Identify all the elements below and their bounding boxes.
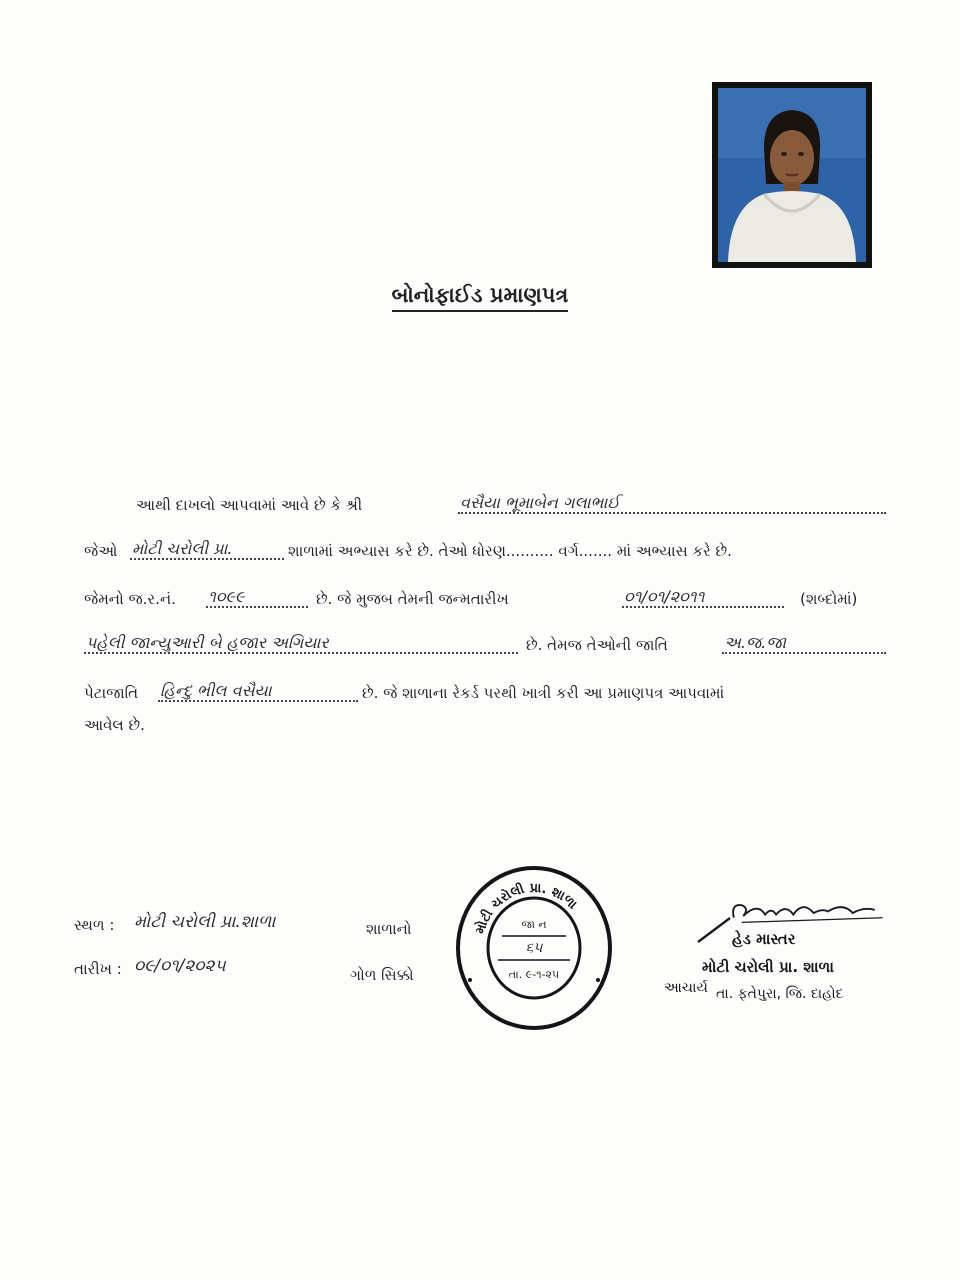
line-1-text: આથી દાખલો આપવામાં આવે છે કે શ્રી [136,496,363,514]
seal-inner-number: ૬૫ [525,940,543,956]
line-4-mid: છે. તેમજ તેઓની જાતિ [526,636,668,654]
seal-graphic [452,862,616,1034]
line-2-prefix: જેઓ [84,542,118,560]
line-3-prefix: જેમનો જ.ર.નં. [84,590,176,608]
signature-stroke [696,914,736,944]
student-name: વસૈયા ભૂમાબેન ગલાભાઈ [458,494,886,514]
student-photo [712,82,872,268]
caste: અ.જ.જા [722,634,886,654]
date-value: ૦૯/૦૧/૨૦૨૫ [134,956,226,976]
seal-ring-text: મોટી ચરોલી પ્રા. શાળા [472,880,580,936]
date-label: તારીખ : [74,960,122,978]
certificate-title: બોનોફાઈડ પ્રમાણપત્ર [0,283,960,308]
line-2-text: શાળામાં અભ્યાસ કરે છે. તેઓ ધોરણ.......... વર્ગ....... માં અભ્યાસ કરે છે. [288,542,732,560]
line-5-prefix: પેટાજાતિ [84,684,139,702]
seal-inner-date: તા. ૯-૧-૨૫ [508,968,560,981]
signature-address: તા. ફતેપુરા, જિ. દાહોદ [716,986,844,1002]
signature-school-name: મોટી ચરોલી પ્રા. શાળા [702,958,834,976]
place-suffix: શાળાનો [366,920,412,938]
seal-label: ગોળ સિક્કો [350,966,414,984]
school-round-seal [452,862,616,1034]
sub-caste: હિન્દુ ભીલ વસૈયા [158,682,358,702]
line-6-text: આવેલ છે. [84,716,145,734]
place-value: મોટી ચરોલી પ્રા.શાળા [134,912,276,932]
headmaster-title: હેડ માસ્તર [732,930,796,948]
line-3-suffix: (શબ્દોમાં) [800,590,858,608]
line-5-text: છે. જે શાળાના રેકર્ડ પરથી ખાત્રી કરી આ પ્રમાણપત્ર આપવામાં [362,684,725,702]
seal-inner-top: જા ન [521,918,547,931]
birth-date-words: પહેલી જાન્યુઆરી બે હજાર અગિયાર [84,634,518,654]
handwritten-signature [726,896,906,930]
headmaster-signature-block [660,896,890,1016]
student-photo-image [718,88,866,262]
line-3-mid: છે. જે મુજબ તેમની જન્મતારીખ [316,590,509,608]
birth-date: ૦૧/૦૧/૨૦૧૧ [622,588,784,608]
principal-role: આચાર્ય [664,980,708,996]
place-label: સ્થળ : [74,916,115,934]
school-name: મોટી ચરોલી પ્રા. [130,540,284,560]
gr-number: ૧૦૯૯ [206,588,308,608]
